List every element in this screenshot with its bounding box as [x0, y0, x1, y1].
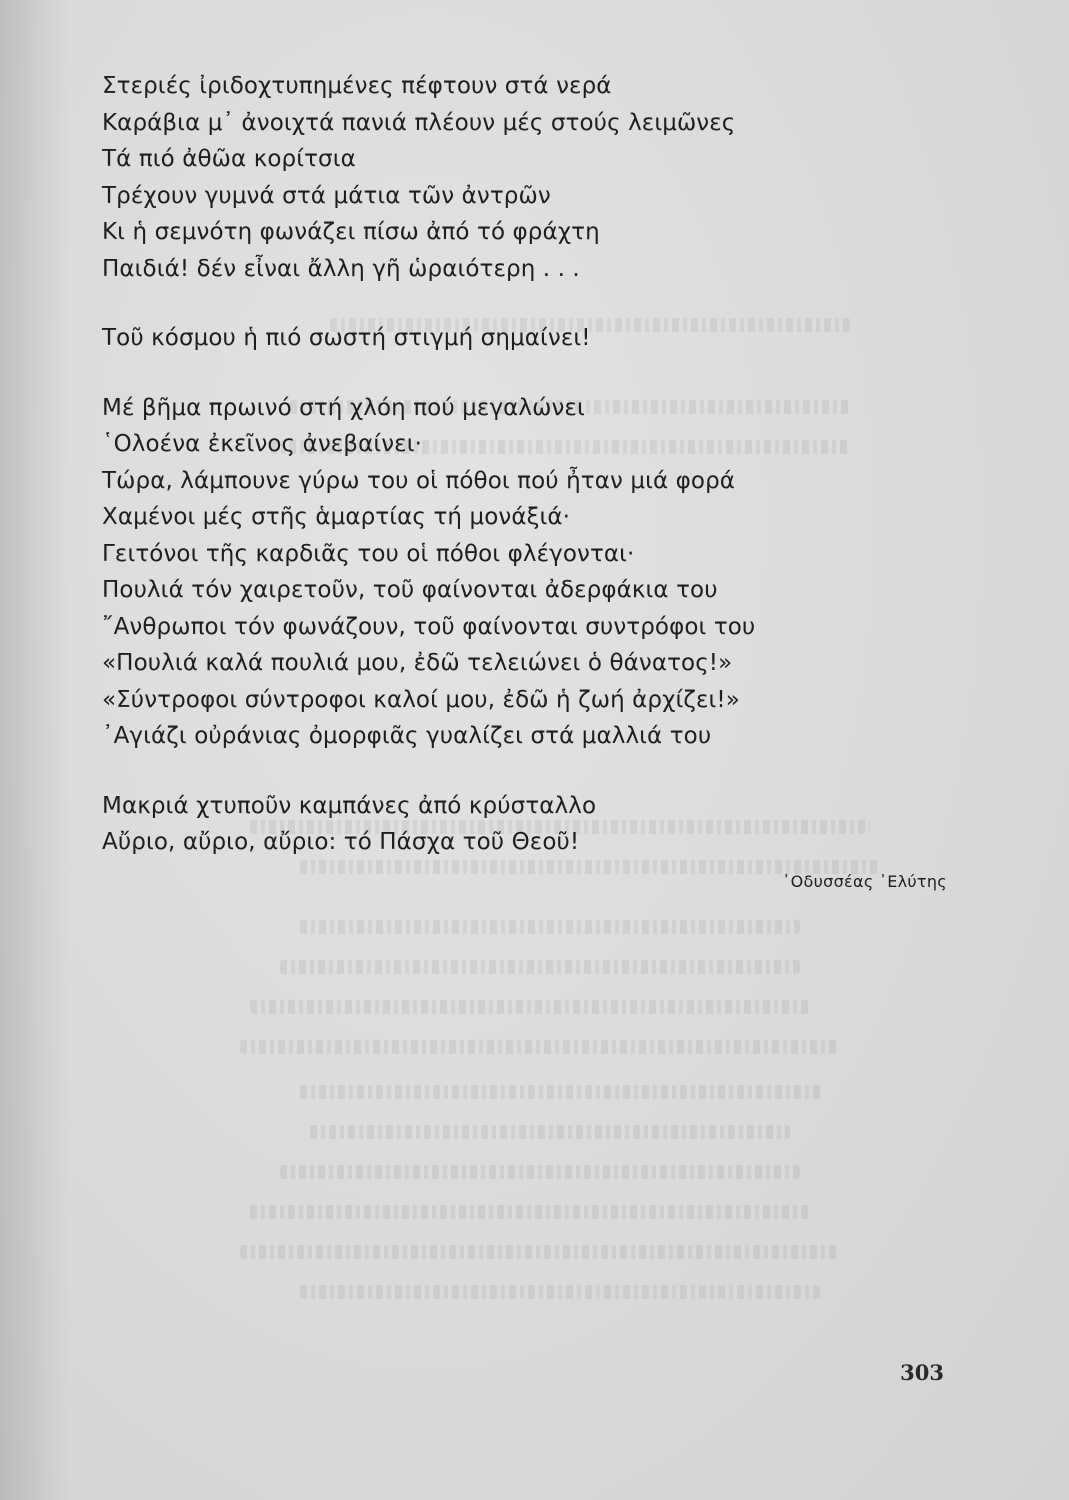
stanza [102, 320, 902, 357]
poem-line: «Σύντροφοι σύντροφοι καλοί μου, ἐδῶ ἡ ζωή ἀρχίζει!» [102, 686, 740, 713]
poem-line: Πουλιά τόν χαιρετοῦν, τοῦ φαίνονται ἀδερφάκια του [102, 577, 718, 603]
author-signature: ᾽Οδυσσέας ᾽Ελύτης [782, 872, 947, 891]
poem-line: Αὔριο, αὔριο, αὔριο: τό Πάσχα τοῦ Θεοῦ! [102, 829, 580, 855]
poem-line: Καράβια μ᾽ ἀνοιχτά πανιά πλέουν μές στούς λειμῶνες [102, 109, 736, 136]
poem-line: Κι ἡ σεμνότη φωνάζει πίσω ἀπό τό φράχτη [102, 219, 600, 245]
poem [102, 68, 902, 894]
poem-line: Στεριές ἰριδοχτυπημένες πέφτουν στά νερά [102, 73, 612, 99]
poem-line: Μέ βῆμα πρωινό στή χλόη πού μεγαλώνει [102, 394, 585, 421]
poem-line: Παιδιά! δέν εἶναι ἄλλη γῆ ὡραιότερη . . . [102, 255, 580, 282]
poem-line: ῾Ολοένα ἐκεῖνος ἀνεβαίνει· [102, 431, 423, 457]
poem-line: Τώρα, λάμπουνε γύρω του οἱ πόθοι πού ἦταν μιά φορά [102, 467, 736, 494]
poem-line: «Πουλιά καλά πουλιά μου, ἐδῶ τελειώνει ὁ θάνατος!» [102, 650, 733, 676]
poem-line: ῎Ανθρωποι τόν φωνάζουν, τοῦ φαίνονται συντρόφοι του [102, 613, 756, 640]
poem-line: Γειτόνοι τῆς καρδιᾶς του οἱ πόθοι φλέγονται· [102, 540, 635, 567]
poem-line: ᾽Αγιάζι οὐράνιας ὀμορφιᾶς γυαλίζει στά μαλλιά του [102, 723, 712, 749]
poem-line: Τοῦ κόσμου ἡ πιό σωστή στιγμή σημαίνει! [102, 325, 591, 351]
gutter-shadow [0, 0, 70, 1500]
poem-line: Χαμένοι μές στῆς ἁμαρτίας τή μονάξιά· [102, 504, 571, 530]
stanza [102, 788, 902, 861]
stanza [102, 68, 902, 287]
poem-line: Τρέχουν γυμνά στά μάτια τῶν ἀντρῶν [102, 182, 551, 209]
page-number: 303 [900, 1360, 944, 1385]
poem-line: Τά πιό ἀθῶα κορίτσια [102, 146, 356, 172]
stanza [102, 390, 902, 755]
poem-line: Μακριά χτυποῦν καμπάνες ἀπό κρύσταλλο [102, 792, 597, 819]
